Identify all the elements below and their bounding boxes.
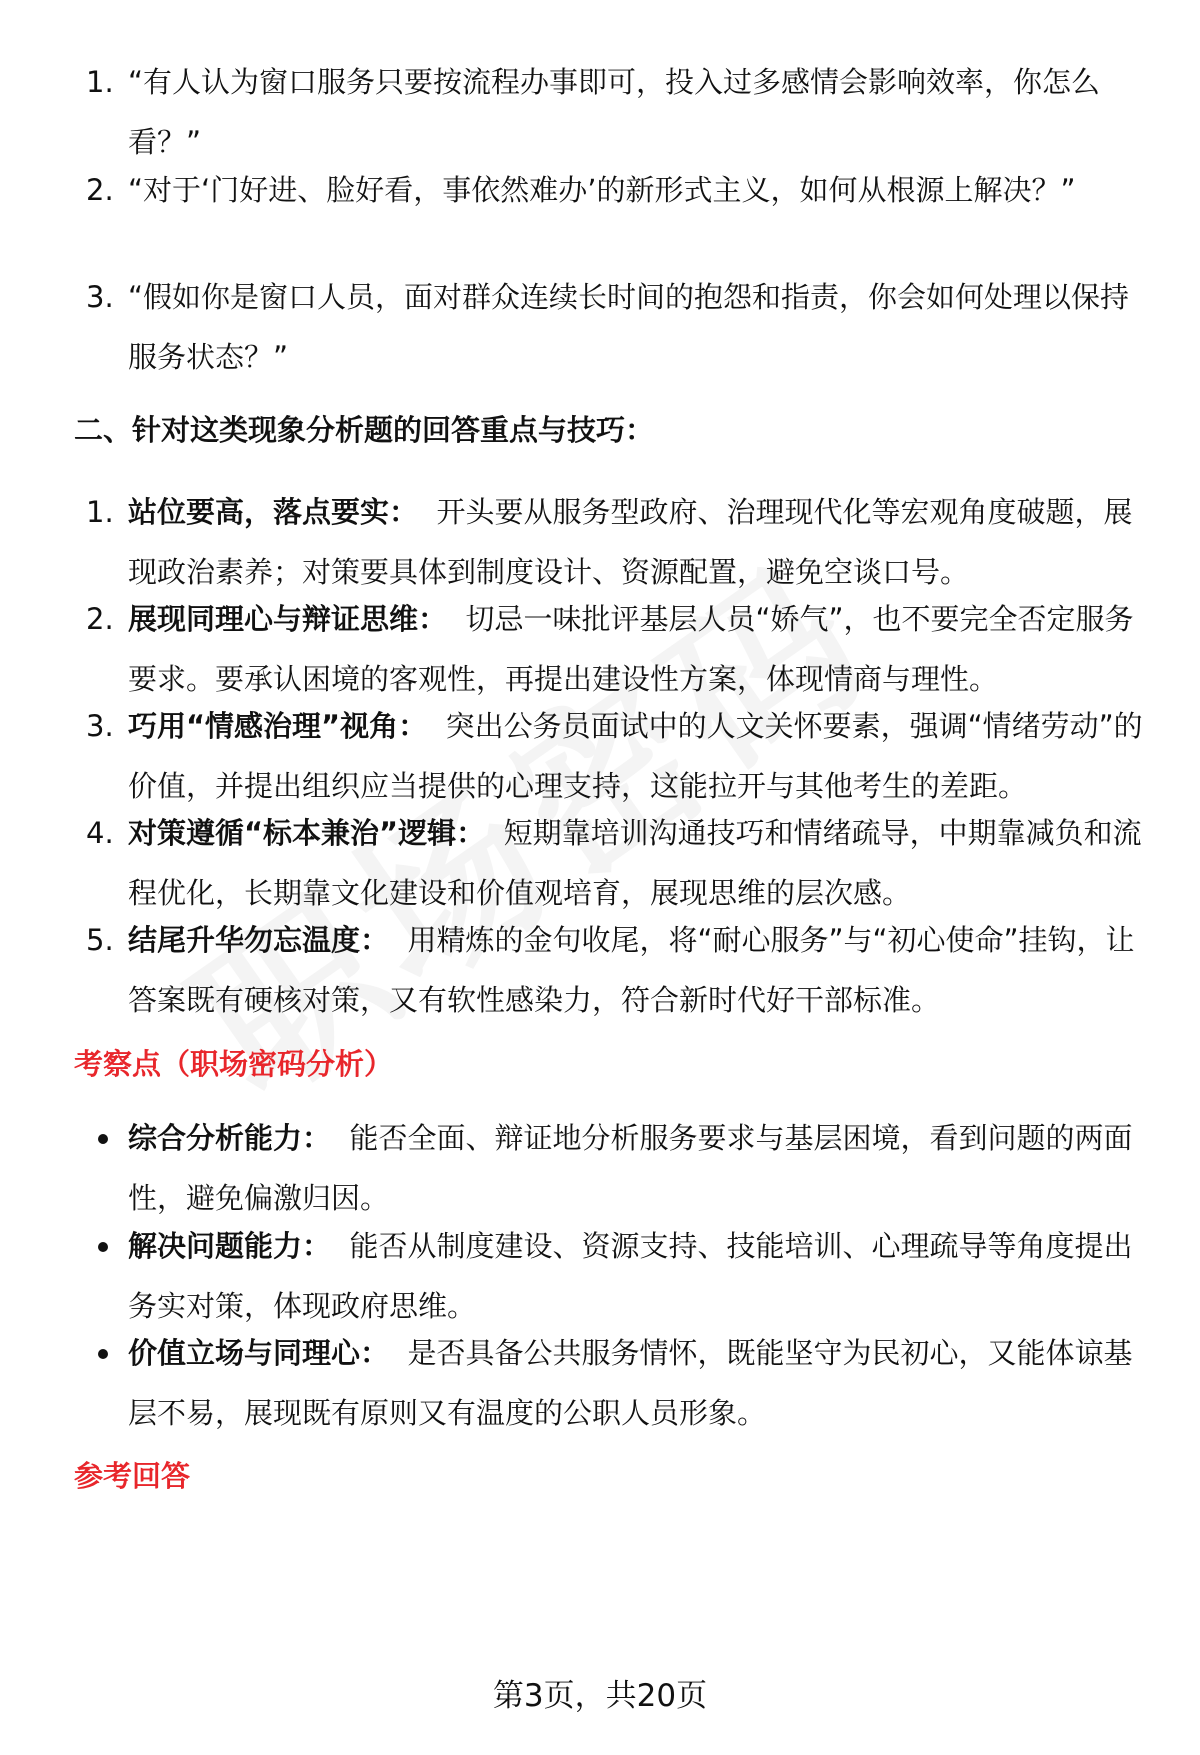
list-number: 2. [86,173,114,207]
list-number: 3. [86,709,114,743]
item-body: 用精炼的金句收尾，将“耐心服务”与“初心使命”挂钩，让答案既有硬核对策，又有软性感染力，符合新时代好干部标准。 [128,923,1135,1017]
list-number: 2. [86,602,114,636]
item-body: 切忌一味批评基层人员“娇气”，也不要完全否定服务要求。要承认困境的客观性，再提出建设性方案，体现情商与理性。 [128,602,1134,696]
item-label: 站位要高，落点要实： [128,495,419,529]
list-item-text: “假如你是窗口人员，面对群众连续长时间的抱怨和指责，你会如何处理以保持服务状态？” [128,280,1130,374]
item-label: 巧用“情感治理”视角： [128,709,428,743]
item-body: 能否全面、辩证地分析服务要求与基层困境，看到问题的两面性，避免偏激归因。 [128,1121,1133,1215]
list-number: 4. [86,816,114,850]
page-footer: 第3页，共20页 [492,1678,708,1714]
bullet-dot-icon [98,1349,108,1359]
section-heading: 二、针对这类现象分析题的回答重点与技巧： [74,413,655,447]
list-item-text [128,482,1153,602]
item-body: 是否具备公共服务情怀，既能坚守为民初心，又能体谅基层不易，展现既有原则又有温度的公职人员形象。 [128,1336,1133,1430]
list-item-text: “对于‘门好进、脸好看，事依然难办’的新形式主义，如何从根源上解决？” [128,173,1076,207]
list-number: 3. [86,280,114,314]
bullet-dot-icon [98,1242,108,1252]
list-item-text [128,803,1153,923]
item-body: 开头要从服务型政府、治理现代化等宏观角度破题，展现政治素养；对策要具体到制度设计、资源配置，避免空谈口号。 [128,495,1133,589]
section-heading-red: 考察点（职场密码分析） [74,1047,394,1081]
item-label: 展现同理心与辩证思维： [128,602,448,636]
bullet-item-text [128,1108,1153,1228]
item-label: 对策遵循“标本兼治”逻辑： [128,816,486,850]
item-body: 短期靠培训沟通技巧和情绪疏导，中期靠减负和流程优化，长期靠文化建设和价值观培育，展现思维的层次感。 [128,816,1142,910]
item-body: 能否从制度建设、资源支持、技能培训、心理疏导等角度提出务实对策，体现政府思维。 [128,1229,1133,1323]
list-number: 5. [86,923,114,957]
list-item-text: “有人认为窗口服务只要按流程办事即可，投入过多感情会影响效率，你怎么看？” [128,65,1101,159]
section-heading-red: 参考回答 [74,1459,191,1493]
item-label: 结尾升华勿忘温度： [128,923,390,957]
item-label: 解决问题能力： [128,1229,332,1263]
item-label: 综合分析能力： [128,1121,332,1155]
bullet-item-text [128,1323,1153,1443]
list-number: 1. [86,65,114,99]
bullet-item-text [128,1216,1153,1336]
list-item-text [128,589,1153,709]
list-item-text [128,696,1153,816]
item-body: 突出公务员面试中的人文关怀要素，强调“情绪劳动”的价值，并提出组织应当提供的心理支持，这能拉开与其他考生的差距。 [128,709,1143,803]
bullet-dot-icon [98,1134,108,1144]
list-item-text [128,910,1153,1030]
list-number: 1. [86,495,114,529]
item-label: 价值立场与同理心： [128,1336,390,1370]
